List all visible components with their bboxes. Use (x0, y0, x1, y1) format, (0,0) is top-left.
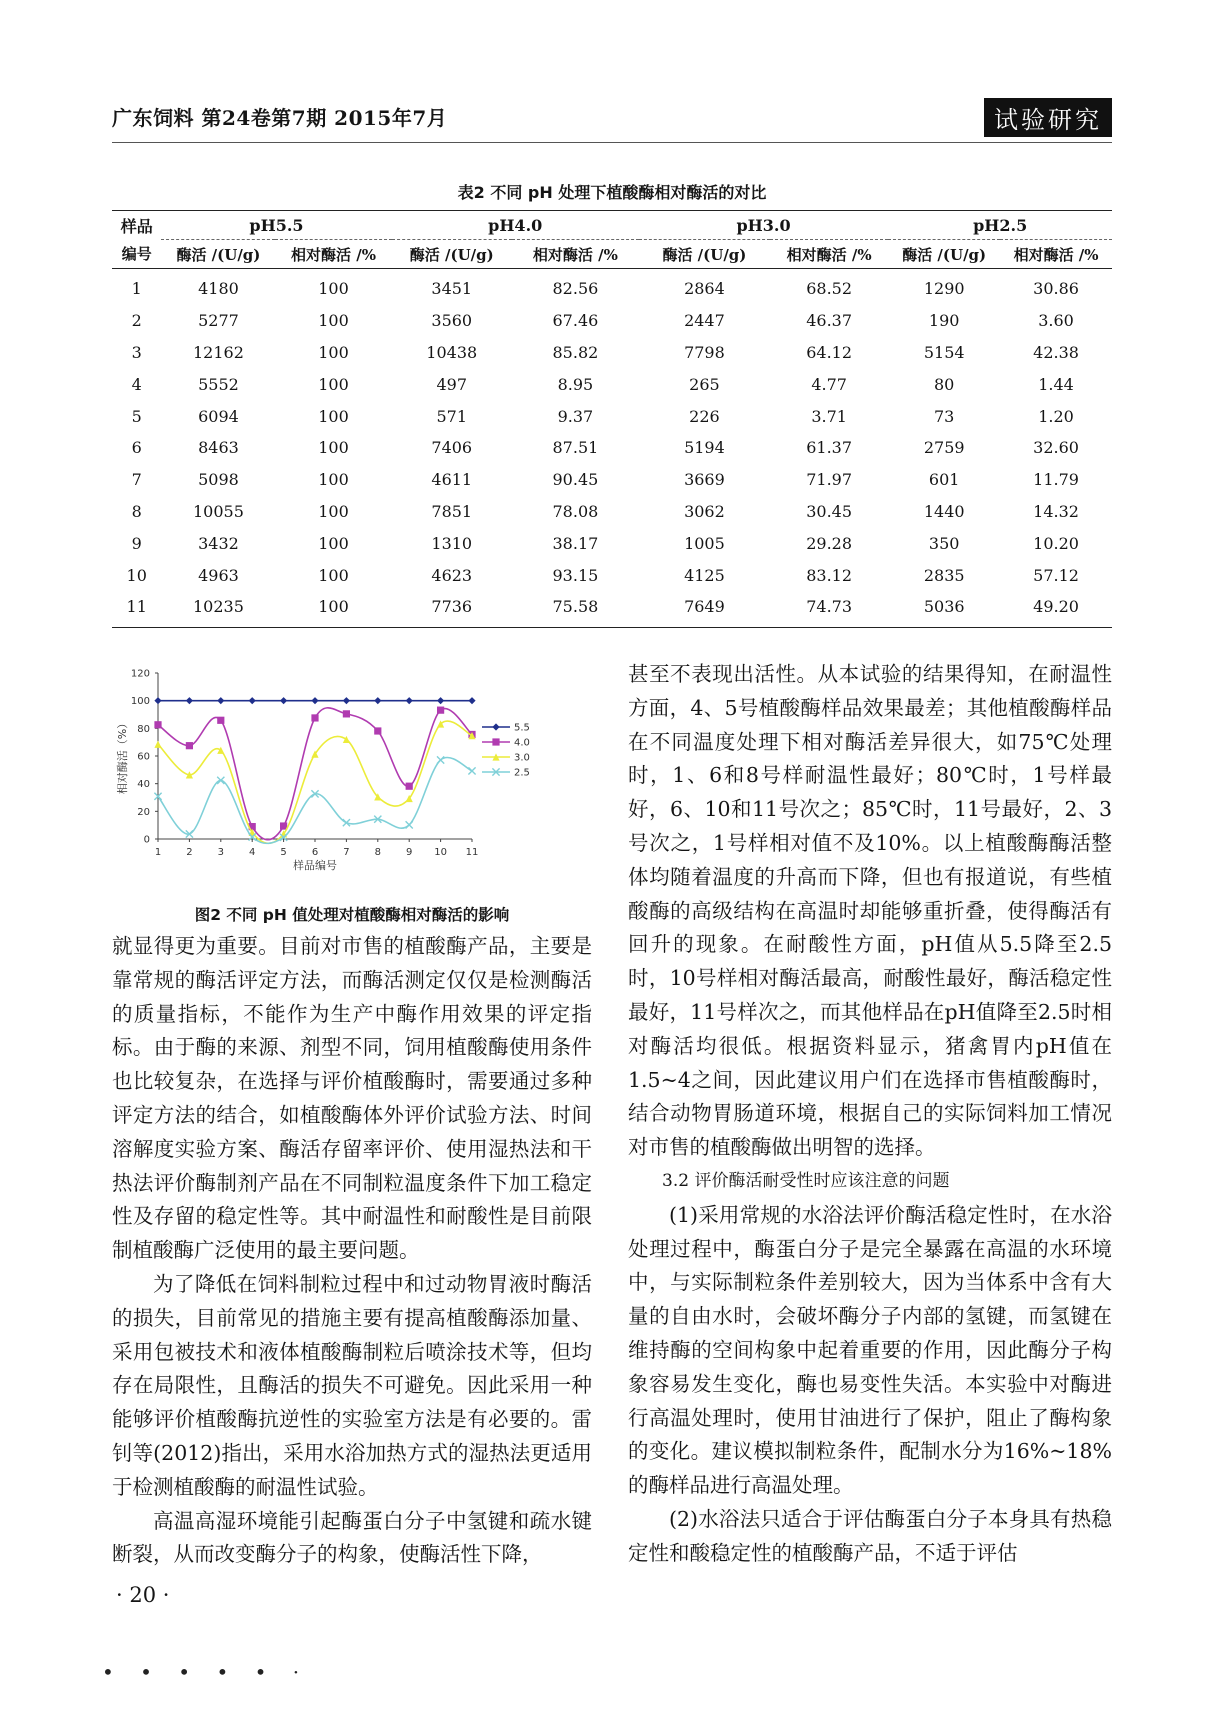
table-cell: 100 (318, 501, 349, 521)
data-point (406, 697, 413, 704)
table-cell: 1005 (684, 533, 725, 553)
table-cell: 57.12 (1033, 565, 1079, 585)
table-cell: 100 (318, 342, 349, 362)
data-point (343, 736, 350, 743)
right-column (628, 658, 1112, 1571)
table-cell: 67.46 (552, 311, 599, 331)
legend-label: 4.0 (514, 737, 530, 749)
table-cell: 93.15 (552, 565, 599, 585)
table-cell: 100 (318, 470, 349, 490)
sub-header-activity: 酶活 /(U/g) (888, 240, 1000, 269)
x-tick-label: 4 (249, 847, 256, 858)
footer-dots: • • • • • · (102, 1660, 310, 1684)
sub-header-relative: 相对酶活 /% (770, 240, 888, 269)
table-row (112, 368, 1112, 400)
table-cell: 10235 (161, 591, 275, 627)
data-point (374, 727, 381, 734)
sub-header-relative: 相对酶活 /% (275, 240, 391, 269)
paragraph: (1)采用常规的水浴法评价酶活稳定性时，在水浴处理过程中，酶蛋白分子是完全暴露在高温的水环境中，与实际制粒条件差别较大，因为当体系中含有大量的自由水时，会破坏酶分子内部的氢键，而氢键在维持酶的空间构象中起着重要的作用，因此酶分子构象容易发生变化，酶也易变性失活。本实验中对酶进行高温处理时，使用甘油进行了保护，阻止了酶构象的变化。建议模拟制粒条件，配制水分为16%~18%的酶样品进行高温处理。 (628, 1202, 1112, 1498)
x-tick-label: 10 (434, 847, 447, 858)
table-cell: 100 (318, 374, 349, 394)
x-tick-label: 11 (465, 847, 479, 858)
group-header-ph40: pH4.0 (392, 211, 639, 240)
table-cell: 3560 (431, 311, 473, 331)
header-rule (112, 142, 1112, 143)
data-point (468, 697, 475, 704)
table-cell: 71.97 (806, 470, 853, 490)
data-point (154, 741, 161, 748)
table-row (112, 337, 1112, 369)
table-cell: 38.17 (552, 533, 599, 553)
data-point (217, 697, 224, 704)
table-cell: 100 (318, 565, 349, 585)
table-cell: 3669 (684, 470, 725, 490)
data-point (217, 717, 224, 724)
series-line (158, 708, 472, 840)
table-cell: 4963 (198, 565, 239, 585)
data-point (492, 738, 499, 745)
page-number: · 20 · (116, 1583, 170, 1607)
table-cell: 7851 (431, 501, 473, 521)
x-tick-label: 5 (280, 847, 287, 858)
table-cell: 190 (928, 311, 960, 331)
data-point (343, 710, 350, 717)
table-cell: 5098 (198, 470, 239, 490)
table-row (112, 432, 1112, 464)
data-point (406, 783, 413, 790)
table-cell: 571 (436, 406, 468, 426)
data-point (249, 697, 256, 704)
y-tick-label: 80 (137, 723, 150, 735)
y-tick-label: 60 (137, 751, 150, 763)
page-header (112, 96, 1112, 140)
table-cell: 7649 (639, 591, 770, 627)
y-tick-label: 0 (143, 834, 150, 846)
table-cell: 3.71 (811, 406, 847, 426)
sub-header-activity: 酶活 /(U/g) (161, 240, 275, 269)
legend-label: 2.5 (514, 767, 530, 779)
y-tick-label: 40 (137, 779, 150, 791)
table-cell: 1310 (431, 533, 473, 553)
table-cell: 83.12 (806, 565, 853, 585)
table-caption: 表2 不同 pH 处理下植酸酶相对酶活的对比 (457, 183, 767, 202)
table-cell: 11.79 (1033, 470, 1079, 490)
table-cell: 46.37 (806, 311, 853, 331)
paragraph: 就显得更为重要。目前对市售的植酸酶产品，主要是靠常规的酶活评定方法，而酶活测定仅仅是检测酶活的质量指标，不能作为生产中酶作用效果的评定指标。由于酶的来源、剂型不同，饲用植酸酶使用条件也比较复杂，在选择与评价植酸酶时，需要通过多种评定方法的结合，如植酸酶体外评价试验方法、时间溶解度实验方案、酶活存留率评价、使用湿热法和干热法评价酶制剂产品在不同制粒温度条件下加工稳定性及存留的稳定性等。其中耐温性和耐酸性是目前限制植酸酶广泛使用的最主要问题。 (112, 934, 592, 1263)
table-cell: 11 (112, 591, 161, 627)
table-cell: 30.86 (1033, 279, 1079, 299)
table-cell: 2835 (923, 565, 965, 585)
y-tick-label: 100 (130, 696, 150, 708)
table-cell: 4.77 (811, 374, 847, 394)
group-header-ph55: pH5.5 (161, 211, 391, 240)
sub-header-activity: 酶活 /(U/g) (392, 240, 512, 269)
figure-caption: 图2 不同 pH 值处理对植酸酶相对酶活的影响 (194, 906, 510, 924)
data-point (437, 756, 444, 763)
table-cell: 82.56 (552, 279, 599, 299)
table-cell: 8 (131, 501, 142, 521)
table-cell: 5154 (923, 342, 965, 362)
table-cell: 6094 (198, 406, 239, 426)
table-cell: 4623 (431, 565, 473, 585)
journal-title: 广东饲料 第24卷第7期 2015年7月 (112, 106, 448, 130)
table-cell: 5 (131, 406, 142, 426)
ph-enzyme-table (112, 210, 1112, 628)
sub-header-relative: 相对酶活 /% (1000, 240, 1112, 269)
table-cell: 14.32 (1033, 501, 1079, 521)
table-cell: 3432 (198, 533, 239, 553)
data-point (217, 747, 224, 754)
table-cell: 5036 (888, 591, 1000, 627)
table-cell: 12162 (192, 342, 244, 362)
table-cell: 2759 (923, 438, 965, 458)
table-cell: 2447 (684, 311, 725, 331)
table-cell: 100 (318, 279, 349, 299)
series-line (158, 757, 472, 843)
legend-label: 3.0 (514, 752, 530, 764)
sub-header-relative: 相对酶活 /% (512, 240, 639, 269)
table-row (112, 591, 1112, 627)
table-cell: 73 (934, 406, 955, 426)
table-cell: 10055 (192, 501, 244, 521)
table-cell: 4125 (684, 565, 725, 585)
table-cell: 85.82 (552, 342, 599, 362)
table-cell: 74.73 (770, 591, 888, 627)
table-cell: 1440 (923, 501, 965, 521)
table-cell: 9.37 (557, 406, 594, 426)
x-tick-label: 8 (374, 847, 381, 858)
data-point (437, 707, 444, 714)
data-point (406, 821, 413, 828)
y-tick-label: 20 (137, 806, 150, 818)
data-point (492, 723, 499, 730)
table-cell: 265 (689, 374, 720, 394)
table-cell: 4 (131, 374, 142, 394)
table-cell: 497 (436, 374, 468, 394)
x-tick-label: 6 (311, 847, 319, 858)
table-cell: 7406 (431, 438, 473, 458)
table-cell: 6 (131, 438, 142, 458)
data-point (154, 721, 161, 728)
y-tick-label: 120 (130, 668, 150, 680)
y-axis-label: 相对酶活（%） (116, 717, 129, 795)
table-cell: 3451 (431, 279, 473, 299)
table-cell: 100 (318, 533, 349, 553)
table-cell: 601 (928, 470, 960, 490)
table-cell: 7798 (684, 342, 725, 362)
table-cell: 9 (131, 533, 142, 553)
table-cell: 8463 (198, 438, 239, 458)
paragraph: (2)水浴法只适合于评估酶蛋白分子本身具有热稳定性和酸稳定性的植酸酶产品，不适于评估 (628, 1506, 1112, 1565)
table-row (112, 305, 1112, 337)
paragraph: 高温高湿环境能引起酶蛋白分子中氢键和疏水键断裂，从而改变酶分子的构象，使酶活性下降， (112, 1508, 592, 1567)
x-tick-label: 3 (217, 847, 224, 858)
row-header-sample: 样品 (112, 211, 161, 240)
table-cell: 8.95 (557, 374, 594, 394)
section-heading: 3.2 评价酶活耐受性时应该注意的问题 (662, 1170, 950, 1191)
table-cell: 5277 (198, 311, 239, 331)
table-cell: 1 (131, 279, 142, 299)
x-tick-label: 1 (154, 847, 162, 858)
data-point (280, 697, 287, 704)
table-cell: 100 (318, 438, 349, 458)
table-cell: 100 (275, 591, 391, 627)
table-row (112, 269, 1112, 305)
table-cell: 350 (928, 533, 960, 553)
data-point (343, 697, 350, 704)
table-cell: 10.20 (1033, 533, 1079, 553)
table-cell: 78.08 (552, 501, 599, 521)
table-body (112, 269, 1112, 628)
table-cell: 90.45 (552, 470, 599, 490)
table-cell: 42.38 (1033, 342, 1079, 362)
data-point (186, 742, 193, 749)
table-cell: 4180 (198, 279, 239, 299)
series-line (158, 721, 472, 843)
table-cell: 3062 (684, 501, 725, 521)
table-cell: 5552 (198, 374, 239, 394)
group-header-ph30: pH3.0 (639, 211, 888, 240)
table-cell: 10 (126, 565, 147, 585)
x-tick-label: 2 (186, 847, 193, 858)
table-cell: 7736 (392, 591, 512, 627)
sub-header-activity: 酶活 /(U/g) (639, 240, 770, 269)
data-point (186, 697, 193, 704)
data-point (468, 767, 475, 774)
table-cell: 10438 (426, 342, 478, 362)
table-cell: 2 (131, 311, 142, 331)
table-cell: 1.20 (1038, 406, 1074, 426)
table-cell: 1.44 (1038, 374, 1074, 394)
data-point (154, 697, 161, 704)
x-tick-label: 9 (406, 847, 413, 858)
x-axis-label: 样品编号 (293, 859, 337, 872)
table-cell: 100 (318, 311, 349, 331)
table-cell: 32.60 (1033, 438, 1079, 458)
table-cell: 49.20 (1000, 591, 1112, 627)
table-cell: 30.45 (806, 501, 853, 521)
data-point (374, 697, 381, 704)
figure-2-chart (112, 665, 592, 895)
legend-label: 5.5 (514, 722, 530, 734)
table-row (112, 496, 1112, 528)
table-cell: 3.60 (1038, 311, 1074, 331)
group-header-ph25: pH2.5 (888, 211, 1112, 240)
table-cell: 226 (689, 406, 720, 426)
table-cell: 100 (318, 406, 349, 426)
x-tick-label: 7 (343, 847, 350, 858)
table-cell: 1290 (923, 279, 965, 299)
left-column (112, 930, 592, 1572)
table-cell: 68.52 (806, 279, 853, 299)
table-cell: 87.51 (552, 438, 599, 458)
table-cell: 2864 (684, 279, 725, 299)
table-row (112, 527, 1112, 559)
table-row (112, 400, 1112, 432)
table-cell: 3 (131, 342, 142, 362)
table-cell: 64.12 (806, 342, 853, 362)
data-point (437, 697, 444, 704)
table-row (112, 559, 1112, 591)
paragraph: 为了降低在饲料制粒过程中和过动物胃液时酶活的损失，目前常见的措施主要有提高植酸酶添加量、采用包被技术和液体植酸酶制粒后喷涂技术等，但均存在局限性，且酶活的损失不可避免。因此采用一种能够评价植酸酶抗逆性的实验室方法是有必要的。雷钊等(2012)指出，采用水浴加热方式的湿热法更适用于检测植酸酶的耐温性试验。 (112, 1271, 592, 1499)
table-cell: 75.58 (512, 591, 639, 627)
row-header-number: 编号 (112, 240, 161, 269)
table-cell: 80 (934, 374, 955, 394)
table-row (112, 464, 1112, 496)
table-cell: 61.37 (806, 438, 853, 458)
section-badge: 试验研究 (984, 98, 1112, 137)
table-cell: 4611 (431, 470, 473, 490)
table-cell: 7 (131, 470, 142, 490)
table-cell: 29.28 (806, 533, 853, 553)
data-point (311, 697, 318, 704)
line-chart (112, 665, 592, 895)
data-point (311, 714, 318, 721)
table-cell: 5194 (684, 438, 725, 458)
paragraph: 甚至不表现出活性。从本试验的结果得知，在耐温性方面，4、5号植酸酶样品效果最差；其他植酸酶样品在不同温度处理下相对酶活差异很大，如75℃处理时，1、6和8号样耐温性最好；80℃时，1号样最好，6、10和11号次之；85℃时，11号最好，2、3号次之，1号样相对值不及10%。以上植酸酶酶活整体均随着温度的升高而下降，但也有报道说，有些植酸酶的高级结构在高温时却能够重折叠，使得酶活有回升的现象。在耐酸性方面，pH值从5.5降至2.5时，10号样相对酶活最高，耐酸性最好，酶活稳定性最好，11号样次之，而其他样品在pH值降至2.5时相对酶活均很低。根据资料显示，猪禽胃内pH值在1.5~4之间，因此建议用户们在选择市售植酸酶时，结合动物胃肠道环境，根据自己的实际饲料加工情况对市售的植酸酶做出明智的选择。 (628, 662, 1112, 1160)
